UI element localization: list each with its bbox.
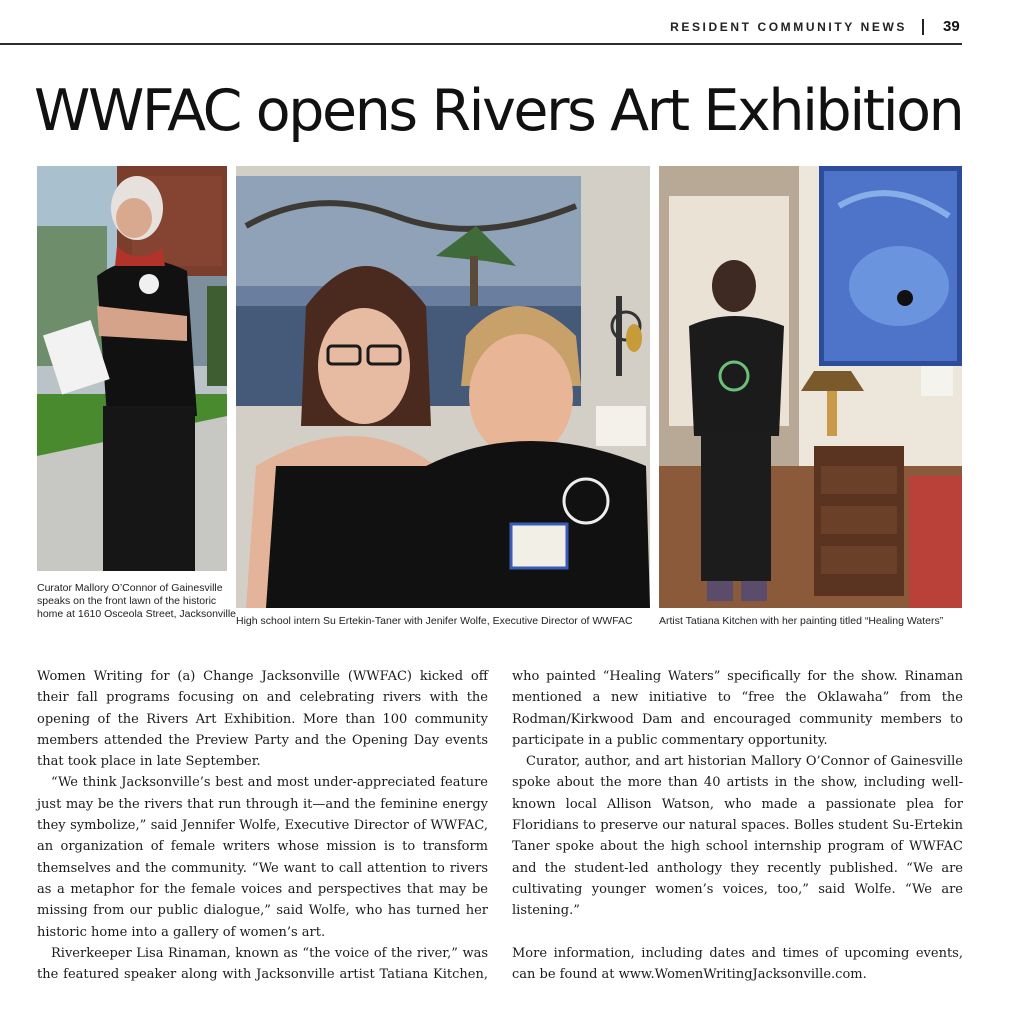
article-body (37, 666, 963, 996)
page-number: 39 (943, 18, 960, 35)
article-paragraph: Riverkeeper Lisa Rinaman, known as “the voice of the river,” was the featured speaker along with Jacksonville artist Tatiana Kitchen, who painted “Healing Waters” specifically for the show. Rinaman mentioned a new initiative to “free the Oklawaha” from the Rodman/Kirkwood Dam and encouraged community members to participate in a public commentary opportunity. (37, 669, 963, 983)
article-paragraph: Women Writing for (a) Change Jacksonville (WWFAC) kicked off their fall programs focusing on and celebrating rivers with the opening of the Rivers Art Exhibition. More than 100 community members attended the Preview Party and the Opening Day events that took place in late September. (37, 669, 488, 770)
headline: WWFAC opens Rivers Art Exhibition (34, 78, 963, 144)
photo-artist-painting (659, 166, 962, 608)
caption-artist: Artist Tatiana Kitchen with her painting titled “Healing Waters” (659, 615, 944, 627)
header-divider (922, 19, 924, 35)
photo-curator (37, 166, 227, 571)
header-rule (0, 43, 962, 45)
caption-curator: Curator Mallory O’Connor of Gainesville speaks on the front lawn of the historic home at 1610 Osceola Street, Jacksonville (37, 582, 237, 620)
caption-intern-director: High school intern Su Ertekin-Taner with Jenifer Wolfe, Executive Director of WWFAC (236, 615, 633, 627)
article-paragraph: Curator, author, and art historian Mallory O’Connor of Gainesville spoke about the more than 40 artists in the show, including well-known local Allison Watson, who made a passionate plea for Floridians to preserve our natural spaces. Bolles student Su-Ertekin Taner spoke about the high school internship program of WWFAC and the student-led anthology they recently published. “We are cultivating younger women’s voices, too,” said Wolfe. “We are listening.” (512, 754, 963, 919)
article-more-info: More information, including dates and times of upcoming events, can be found at www.WomenWritingJacksonville.com. (512, 945, 963, 982)
publication-name: RESIDENT COMMUNITY NEWS (670, 20, 907, 34)
article-paragraph: “We think Jacksonville’s best and most under-appreciated feature just may be the rivers that run through it—and the feminine energy they symbolize,” said Jennifer Wolfe, Executive Director of WWFAC, an organization of female writers whose mission is to transform themselves and the community. “We want to call attention to rivers as a metaphor for the female voices and perspectives that may be missing from our public dialogue,” said Wolfe, who has turned her historic home into a gallery of women’s art. (37, 775, 488, 940)
photo-intern-director (236, 166, 650, 608)
